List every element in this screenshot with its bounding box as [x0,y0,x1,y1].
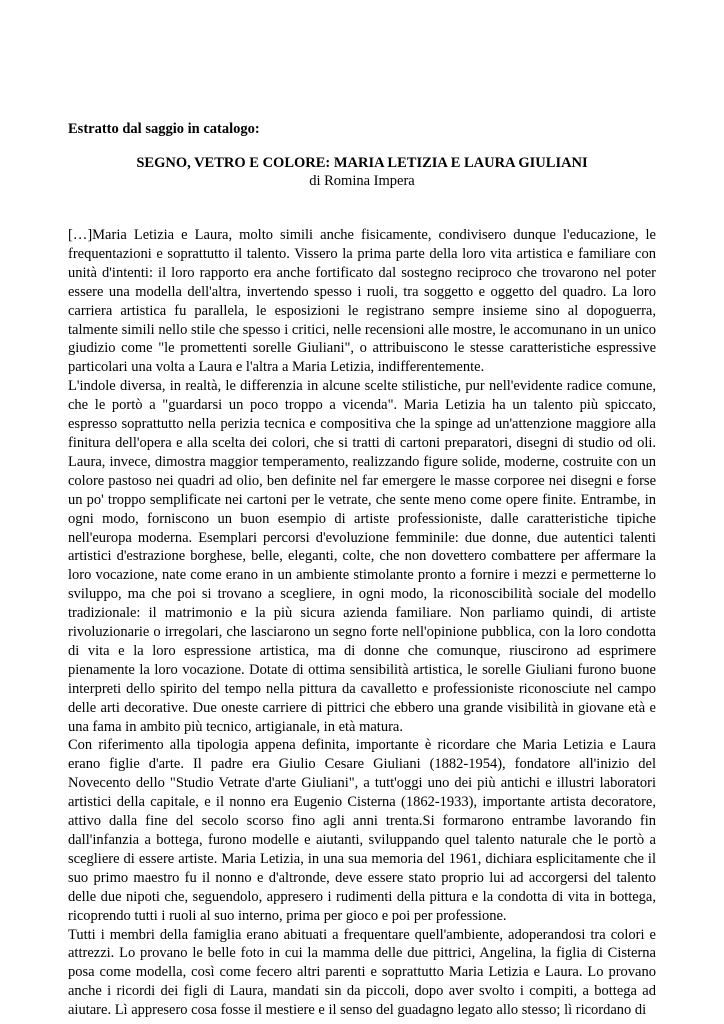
essay-author: di Romina Impera [309,173,415,189]
paragraph: L'indole diversa, in realtà, le differenzia in alcune scelte stilistiche, pur nell'evidente radice comune, che le portò a "guardarsi un poco troppo a vicenda". Maria Letizia ha un talento più spiccato, espresso soprattutto nella perizia tecnica e compositiva che la spinge ad un'attenzione maggiore alla finitura dell'opera e alla scelta dei colori, che si tratti di cartoni preparatori, disegni di studio od oli. Laura, invece, dimostra maggior temperamento, realizzando figure solide, moderne, costruite con un colore pastoso nei quadri ad olio, ben definite nel far emergere le masse corporee nei disegni e forse un po' troppo semplificate nei cartoni per le vetrate, che sente meno come opere finite. Entrambe, in ogni modo, forniscono un buon esempio di artiste professioniste, dalle caratteristiche tipiche nell'europa moderna. Esemplari percorsi d'evoluzione femminile: due donne, due autentici talenti artistici d'estrazione borghese, belle, eleganti, colte, che non dovettero combattere per affermare la loro vocazione, nate come erano in un ambiente stimolante pronto a fornire i mezzi e permetterne lo sviluppo, ma che poi si trovano a scegliere, in ogni modo, la riconoscibilità sociale del modello tradizionale: il matrimonio e la più sicura azienda familiare. Non parliamo quindi, di artiste rivoluzionarie o irregolari, che lasciarono un segno forte nell'opinione pubblica, con la loro condotta di vita e la loro espressione artistica, ma di donne che comunque, riuscirono ad esprimere pienamente la loro vocazione. Dotate di ottima sensibilità artistica, le sorelle Giuliani furono buone interpreti dello spirito del tempo nella pittura da cavalletto e professioniste riconosciute nel campo delle arti decorative. Due oneste carriere di pittrici che ebbero una grande visibilità in giovane età e una fama in ambito più tecnico, artigianale, in età matura. [68,378,656,735]
essay-title: SEGNO, VETRO E COLORE: MARIA LETIZIA E LAURA GIULIANI [136,155,588,171]
paragraph: Tutti i membri della famiglia erano abituati a frequentare quell'ambiente, adoperandosi tra colori e attrezzi. Lo provano le belle foto in cui la mamma delle due pittrici, Angelina, la figlia di Cisterna posa come modella, così come fecero altri parenti e soprattutto Maria Letizia e Laura. Lo provano anche i ricordi dei figli di Laura, mandati sin da piccoli, dopo aver svolto i compiti, a bottega ad aiutare. Lì appresero cosa fosse il mestiere e il senso del guadagno legato allo stesso; lì ricordano di [68,926,656,1019]
excerpt-heading: Estratto dal saggio in catalogo: [68,121,260,137]
essay-body [68,226,656,1020]
paragraph: Con riferimento alla tipologia appena definita, importante è ricordare che Maria Letizia e Laura erano figlie d'arte. Il padre era Giulio Cesare Giuliani (1882-1954), fondatore all'inizio del Novecento dello "Studio Vetrate d'arte Giuliani", a tutt'oggi uno dei più antichi e illustri laboratori artistici della capitale, e il nonno era Eugenio Cisterna (1862-1933), importante artista decoratore, attivo dalla fine del secolo scorso fino agli anni trenta.Si formarono entrambe lavorando fin dall'infanzia a bottega, furono modelle e aiutanti, sviluppando quel talento naturale che le portò a scegliere di essere artiste. Maria Letizia, in una sua memoria del 1961, dichiara esplicitamente che il suo primo maestro fu il nonno e d'altronde, deve essere stato proprio lui ad accorgersi del talento delle due nipoti che, seguendolo, appresero i rudimenti della pittura e la condotta di vita in bottega, ricoprendo tutti i ruoli al suo interno, prima per gioco e poi per professione. [68,737,656,924]
document-page [68,120,656,1020]
paragraph: […]Maria Letizia e Laura, molto simili anche fisicamente, condivisero dunque l'educazione, le frequentazioni e soprattutto il talento. Vissero la prima parte della loro vita artistica e familiare con unità d'intenti: il loro rapporto era anche fortificato dal sostegno reciproco che trovarono nel poter essere una modella dell'altra, invertendo spesso i ruoli, tra soggetto e oggetto del quadro. La loro carriera artistica fu parallela, le esposizioni le registrano sempre insieme sino al dopoguerra, talmente simili nello stile che spesso i critici, nelle recensioni alle mostre, le accomunano in un unico giudizio come "le promettenti sorelle Giuliani", o attribuiscono le stesse caratteristiche espressive particolari una volta a Laura e l'altra a Maria Letizia, indifferentemente. [68,227,656,376]
